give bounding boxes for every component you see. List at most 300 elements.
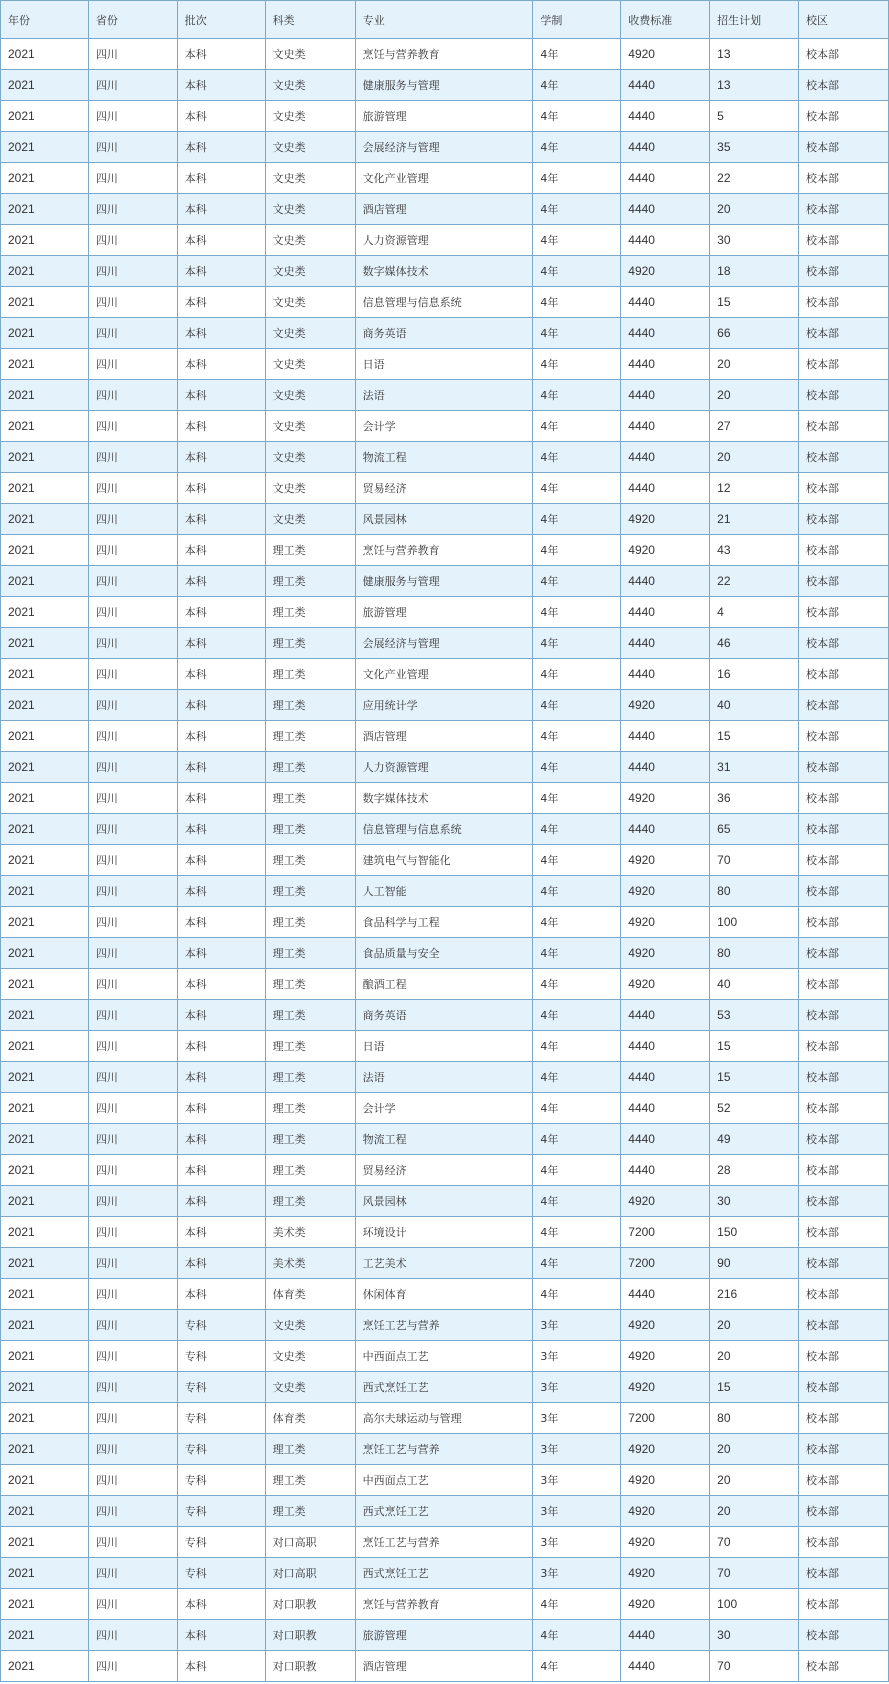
cell-province: 四川: [88, 225, 177, 256]
cell-campus: 校本部: [799, 504, 889, 535]
table-row: [1, 566, 889, 597]
cell-year: 2021: [1, 969, 89, 1000]
cell-province: 四川: [88, 783, 177, 814]
header-tuition: 收费标准: [621, 1, 710, 39]
cell-duration: 4年: [533, 907, 621, 938]
cell-enrollment-plan: 80: [710, 1403, 799, 1434]
cell-enrollment-plan: 70: [710, 1651, 799, 1682]
cell-campus: 校本部: [799, 535, 889, 566]
cell-major: 会展经济与管理: [355, 132, 533, 163]
cell-enrollment-plan: 35: [710, 132, 799, 163]
cell-province: 四川: [88, 380, 177, 411]
table-row: [1, 690, 889, 721]
cell-year: 2021: [1, 1465, 89, 1496]
cell-duration: 4年: [533, 1155, 621, 1186]
cell-category: 理工类: [265, 1062, 355, 1093]
cell-major: 西式烹饪工艺: [355, 1372, 533, 1403]
cell-major: 应用统计学: [355, 690, 533, 721]
cell-category: 体育类: [265, 1403, 355, 1434]
cell-major: 数字媒体技术: [355, 783, 533, 814]
cell-enrollment-plan: 15: [710, 1062, 799, 1093]
cell-major: 烹饪工艺与营养: [355, 1434, 533, 1465]
cell-campus: 校本部: [799, 380, 889, 411]
cell-major: 烹饪工艺与营养: [355, 1527, 533, 1558]
cell-batch: 本科: [177, 1186, 265, 1217]
cell-enrollment-plan: 70: [710, 1527, 799, 1558]
cell-year: 2021: [1, 1589, 89, 1620]
cell-duration: 4年: [533, 380, 621, 411]
cell-batch: 本科: [177, 163, 265, 194]
table-row: [1, 1403, 889, 1434]
cell-duration: 4年: [533, 70, 621, 101]
cell-province: 四川: [88, 1124, 177, 1155]
cell-duration: 4年: [533, 163, 621, 194]
cell-enrollment-plan: 20: [710, 1310, 799, 1341]
cell-tuition: 4920: [621, 1372, 710, 1403]
cell-major: 西式烹饪工艺: [355, 1496, 533, 1527]
table-row: [1, 1372, 889, 1403]
cell-category: 理工类: [265, 1000, 355, 1031]
cell-batch: 本科: [177, 442, 265, 473]
cell-major: 数字媒体技术: [355, 256, 533, 287]
cell-category: 文史类: [265, 225, 355, 256]
cell-enrollment-plan: 15: [710, 287, 799, 318]
header-province: 省份: [88, 1, 177, 39]
cell-campus: 校本部: [799, 1434, 889, 1465]
cell-category: 文史类: [265, 1310, 355, 1341]
header-year: 年份: [1, 1, 89, 39]
cell-year: 2021: [1, 287, 89, 318]
table-row: [1, 628, 889, 659]
cell-year: 2021: [1, 1310, 89, 1341]
cell-campus: 校本部: [799, 1000, 889, 1031]
cell-campus: 校本部: [799, 938, 889, 969]
cell-major: 烹饪工艺与营养: [355, 1310, 533, 1341]
cell-province: 四川: [88, 473, 177, 504]
cell-duration: 4年: [533, 287, 621, 318]
cell-campus: 校本部: [799, 132, 889, 163]
cell-tuition: 4440: [621, 473, 710, 504]
cell-major: 法语: [355, 380, 533, 411]
cell-duration: 4年: [533, 1279, 621, 1310]
cell-batch: 本科: [177, 535, 265, 566]
cell-batch: 专科: [177, 1403, 265, 1434]
cell-campus: 校本部: [799, 442, 889, 473]
cell-batch: 本科: [177, 907, 265, 938]
cell-enrollment-plan: 70: [710, 1558, 799, 1589]
cell-campus: 校本部: [799, 256, 889, 287]
cell-duration: 4年: [533, 101, 621, 132]
cell-tuition: 4920: [621, 1465, 710, 1496]
cell-major: 食品科学与工程: [355, 907, 533, 938]
cell-category: 理工类: [265, 783, 355, 814]
table-row: [1, 1558, 889, 1589]
cell-category: 文史类: [265, 132, 355, 163]
table-row: [1, 1031, 889, 1062]
cell-enrollment-plan: 36: [710, 783, 799, 814]
cell-enrollment-plan: 30: [710, 225, 799, 256]
cell-campus: 校本部: [799, 1093, 889, 1124]
cell-batch: 本科: [177, 225, 265, 256]
cell-category: 美术类: [265, 1248, 355, 1279]
cell-campus: 校本部: [799, 1465, 889, 1496]
cell-category: 理工类: [265, 907, 355, 938]
table-row: [1, 845, 889, 876]
cell-enrollment-plan: 4: [710, 597, 799, 628]
cell-category: 理工类: [265, 659, 355, 690]
cell-duration: 4年: [533, 442, 621, 473]
cell-batch: 本科: [177, 1155, 265, 1186]
cell-campus: 校本部: [799, 1372, 889, 1403]
cell-enrollment-plan: 52: [710, 1093, 799, 1124]
cell-province: 四川: [88, 1527, 177, 1558]
cell-duration: 4年: [533, 194, 621, 225]
cell-campus: 校本部: [799, 1496, 889, 1527]
cell-category: 文史类: [265, 318, 355, 349]
cell-campus: 校本部: [799, 39, 889, 70]
cell-major: 法语: [355, 1062, 533, 1093]
cell-tuition: 4920: [621, 1186, 710, 1217]
cell-duration: 4年: [533, 1651, 621, 1682]
cell-year: 2021: [1, 1403, 89, 1434]
table-row: [1, 1434, 889, 1465]
cell-campus: 校本部: [799, 1248, 889, 1279]
cell-duration: 4年: [533, 535, 621, 566]
cell-tuition: 4920: [621, 504, 710, 535]
cell-category: 理工类: [265, 1434, 355, 1465]
cell-campus: 校本部: [799, 101, 889, 132]
cell-duration: 3年: [533, 1372, 621, 1403]
cell-year: 2021: [1, 349, 89, 380]
cell-batch: 本科: [177, 938, 265, 969]
cell-major: 人力资源管理: [355, 225, 533, 256]
cell-batch: 本科: [177, 690, 265, 721]
cell-province: 四川: [88, 1434, 177, 1465]
cell-category: 文史类: [265, 256, 355, 287]
cell-tuition: 4920: [621, 907, 710, 938]
cell-year: 2021: [1, 535, 89, 566]
cell-category: 理工类: [265, 1124, 355, 1155]
cell-duration: 4年: [533, 597, 621, 628]
cell-year: 2021: [1, 380, 89, 411]
cell-major: 烹饪与营养教育: [355, 535, 533, 566]
cell-enrollment-plan: 150: [710, 1217, 799, 1248]
cell-duration: 4年: [533, 132, 621, 163]
cell-tuition: 7200: [621, 1403, 710, 1434]
table-row: [1, 535, 889, 566]
cell-enrollment-plan: 30: [710, 1186, 799, 1217]
table-body: [1, 39, 889, 1682]
cell-duration: 4年: [533, 1062, 621, 1093]
cell-campus: 校本部: [799, 1341, 889, 1372]
cell-enrollment-plan: 40: [710, 690, 799, 721]
cell-province: 四川: [88, 504, 177, 535]
cell-major: 烹饪与营养教育: [355, 39, 533, 70]
cell-duration: 4年: [533, 628, 621, 659]
cell-province: 四川: [88, 814, 177, 845]
table-row: [1, 1310, 889, 1341]
cell-campus: 校本部: [799, 411, 889, 442]
cell-province: 四川: [88, 535, 177, 566]
cell-tuition: 4920: [621, 535, 710, 566]
cell-tuition: 4920: [621, 969, 710, 1000]
cell-year: 2021: [1, 225, 89, 256]
table-row: [1, 442, 889, 473]
cell-enrollment-plan: 22: [710, 566, 799, 597]
cell-category: 理工类: [265, 1031, 355, 1062]
cell-year: 2021: [1, 1217, 89, 1248]
cell-major: 人工智能: [355, 876, 533, 907]
cell-enrollment-plan: 16: [710, 659, 799, 690]
cell-category: 理工类: [265, 752, 355, 783]
cell-category: 理工类: [265, 1186, 355, 1217]
cell-major: 西式烹饪工艺: [355, 1558, 533, 1589]
cell-batch: 本科: [177, 39, 265, 70]
cell-province: 四川: [88, 442, 177, 473]
cell-major: 商务英语: [355, 318, 533, 349]
cell-tuition: 4440: [621, 349, 710, 380]
cell-tuition: 4440: [621, 70, 710, 101]
cell-category: 文史类: [265, 349, 355, 380]
cell-tuition: 4920: [621, 938, 710, 969]
cell-province: 四川: [88, 752, 177, 783]
cell-major: 酒店管理: [355, 721, 533, 752]
table-row: [1, 1217, 889, 1248]
cell-duration: 4年: [533, 225, 621, 256]
cell-campus: 校本部: [799, 1031, 889, 1062]
cell-batch: 本科: [177, 566, 265, 597]
cell-year: 2021: [1, 1248, 89, 1279]
cell-province: 四川: [88, 876, 177, 907]
cell-province: 四川: [88, 1465, 177, 1496]
table-row: [1, 1651, 889, 1682]
cell-enrollment-plan: 18: [710, 256, 799, 287]
cell-batch: 本科: [177, 1000, 265, 1031]
cell-duration: 4年: [533, 752, 621, 783]
header-campus: 校区: [799, 1, 889, 39]
cell-tuition: 4920: [621, 256, 710, 287]
cell-enrollment-plan: 46: [710, 628, 799, 659]
cell-province: 四川: [88, 690, 177, 721]
cell-category: 理工类: [265, 1465, 355, 1496]
cell-province: 四川: [88, 1651, 177, 1682]
cell-major: 烹饪与营养教育: [355, 1589, 533, 1620]
cell-duration: 4年: [533, 659, 621, 690]
cell-province: 四川: [88, 845, 177, 876]
cell-campus: 校本部: [799, 287, 889, 318]
cell-major: 贸易经济: [355, 473, 533, 504]
cell-duration: 4年: [533, 1124, 621, 1155]
cell-province: 四川: [88, 287, 177, 318]
table-row: [1, 1000, 889, 1031]
cell-major: 日语: [355, 1031, 533, 1062]
cell-campus: 校本部: [799, 349, 889, 380]
cell-batch: 本科: [177, 101, 265, 132]
cell-tuition: 4440: [621, 752, 710, 783]
cell-province: 四川: [88, 1372, 177, 1403]
cell-enrollment-plan: 65: [710, 814, 799, 845]
cell-batch: 专科: [177, 1496, 265, 1527]
cell-campus: 校本部: [799, 1558, 889, 1589]
cell-tuition: 4920: [621, 1527, 710, 1558]
cell-tuition: 4440: [621, 1124, 710, 1155]
cell-major: 环境设计: [355, 1217, 533, 1248]
cell-major: 文化产业管理: [355, 163, 533, 194]
header-category: 科类: [265, 1, 355, 39]
cell-province: 四川: [88, 597, 177, 628]
cell-enrollment-plan: 27: [710, 411, 799, 442]
cell-category: 文史类: [265, 411, 355, 442]
cell-batch: 专科: [177, 1465, 265, 1496]
cell-province: 四川: [88, 1000, 177, 1031]
cell-category: 文史类: [265, 380, 355, 411]
cell-campus: 校本部: [799, 783, 889, 814]
cell-batch: 本科: [177, 1620, 265, 1651]
cell-tuition: 4440: [621, 442, 710, 473]
table-row: [1, 1093, 889, 1124]
cell-province: 四川: [88, 1620, 177, 1651]
cell-category: 文史类: [265, 442, 355, 473]
table-row: [1, 101, 889, 132]
table-row: [1, 814, 889, 845]
cell-year: 2021: [1, 659, 89, 690]
cell-tuition: 4440: [621, 628, 710, 659]
cell-tuition: 4920: [621, 1341, 710, 1372]
cell-province: 四川: [88, 628, 177, 659]
table-row: [1, 473, 889, 504]
cell-duration: 4年: [533, 566, 621, 597]
cell-tuition: 4440: [621, 1031, 710, 1062]
cell-campus: 校本部: [799, 752, 889, 783]
cell-campus: 校本部: [799, 721, 889, 752]
cell-major: 商务英语: [355, 1000, 533, 1031]
cell-province: 四川: [88, 1217, 177, 1248]
cell-duration: 4年: [533, 1186, 621, 1217]
cell-major: 贸易经济: [355, 1155, 533, 1186]
cell-province: 四川: [88, 566, 177, 597]
cell-campus: 校本部: [799, 1403, 889, 1434]
cell-province: 四川: [88, 1558, 177, 1589]
cell-tuition: 4440: [621, 597, 710, 628]
cell-duration: 4年: [533, 1589, 621, 1620]
cell-major: 会计学: [355, 411, 533, 442]
cell-province: 四川: [88, 132, 177, 163]
table-row: [1, 225, 889, 256]
cell-province: 四川: [88, 1589, 177, 1620]
cell-tuition: 4440: [621, 287, 710, 318]
cell-enrollment-plan: 12: [710, 473, 799, 504]
cell-tuition: 4920: [621, 39, 710, 70]
cell-category: 对口职教: [265, 1620, 355, 1651]
cell-tuition: 4440: [621, 194, 710, 225]
table-row: [1, 1155, 889, 1186]
cell-category: 文史类: [265, 101, 355, 132]
cell-duration: 4年: [533, 814, 621, 845]
table-row: [1, 70, 889, 101]
cell-campus: 校本部: [799, 1310, 889, 1341]
cell-province: 四川: [88, 101, 177, 132]
cell-major: 休闲体育: [355, 1279, 533, 1310]
cell-year: 2021: [1, 318, 89, 349]
table-row: [1, 39, 889, 70]
cell-batch: 本科: [177, 1248, 265, 1279]
cell-enrollment-plan: 20: [710, 349, 799, 380]
cell-major: 信息管理与信息系统: [355, 814, 533, 845]
table-row: [1, 287, 889, 318]
cell-enrollment-plan: 100: [710, 907, 799, 938]
cell-batch: 本科: [177, 1217, 265, 1248]
cell-campus: 校本部: [799, 1217, 889, 1248]
cell-batch: 本科: [177, 1093, 265, 1124]
cell-province: 四川: [88, 907, 177, 938]
cell-major: 健康服务与管理: [355, 566, 533, 597]
cell-duration: 3年: [533, 1496, 621, 1527]
table-row: [1, 163, 889, 194]
table-row: [1, 194, 889, 225]
cell-major: 旅游管理: [355, 1620, 533, 1651]
cell-major: 工艺美术: [355, 1248, 533, 1279]
cell-duration: 4年: [533, 504, 621, 535]
cell-tuition: 4440: [621, 659, 710, 690]
cell-year: 2021: [1, 566, 89, 597]
cell-category: 对口高职: [265, 1527, 355, 1558]
table-row: [1, 1589, 889, 1620]
cell-category: 理工类: [265, 876, 355, 907]
cell-category: 对口高职: [265, 1558, 355, 1589]
cell-category: 体育类: [265, 1279, 355, 1310]
cell-enrollment-plan: 13: [710, 70, 799, 101]
cell-category: 理工类: [265, 628, 355, 659]
table-row: [1, 783, 889, 814]
cell-major: 文化产业管理: [355, 659, 533, 690]
cell-enrollment-plan: 30: [710, 1620, 799, 1651]
cell-province: 四川: [88, 1310, 177, 1341]
cell-year: 2021: [1, 1186, 89, 1217]
cell-province: 四川: [88, 163, 177, 194]
cell-category: 文史类: [265, 1341, 355, 1372]
cell-major: 日语: [355, 349, 533, 380]
table-row: [1, 1341, 889, 1372]
cell-batch: 本科: [177, 1031, 265, 1062]
cell-enrollment-plan: 20: [710, 194, 799, 225]
cell-enrollment-plan: 80: [710, 876, 799, 907]
cell-duration: 3年: [533, 1434, 621, 1465]
cell-province: 四川: [88, 1093, 177, 1124]
cell-major: 旅游管理: [355, 597, 533, 628]
table-row: [1, 349, 889, 380]
cell-campus: 校本部: [799, 1651, 889, 1682]
cell-tuition: 4920: [621, 845, 710, 876]
cell-enrollment-plan: 20: [710, 1341, 799, 1372]
cell-major: 酿酒工程: [355, 969, 533, 1000]
cell-tuition: 4920: [621, 1434, 710, 1465]
table-row: [1, 752, 889, 783]
cell-year: 2021: [1, 1031, 89, 1062]
table-row: [1, 1527, 889, 1558]
cell-enrollment-plan: 22: [710, 163, 799, 194]
cell-tuition: 4920: [621, 876, 710, 907]
cell-batch: 本科: [177, 969, 265, 1000]
header-batch: 批次: [177, 1, 265, 39]
cell-enrollment-plan: 66: [710, 318, 799, 349]
cell-duration: 4年: [533, 690, 621, 721]
cell-year: 2021: [1, 101, 89, 132]
cell-duration: 3年: [533, 1558, 621, 1589]
cell-enrollment-plan: 20: [710, 442, 799, 473]
cell-category: 理工类: [265, 690, 355, 721]
cell-batch: 本科: [177, 411, 265, 442]
cell-major: 食品质量与安全: [355, 938, 533, 969]
